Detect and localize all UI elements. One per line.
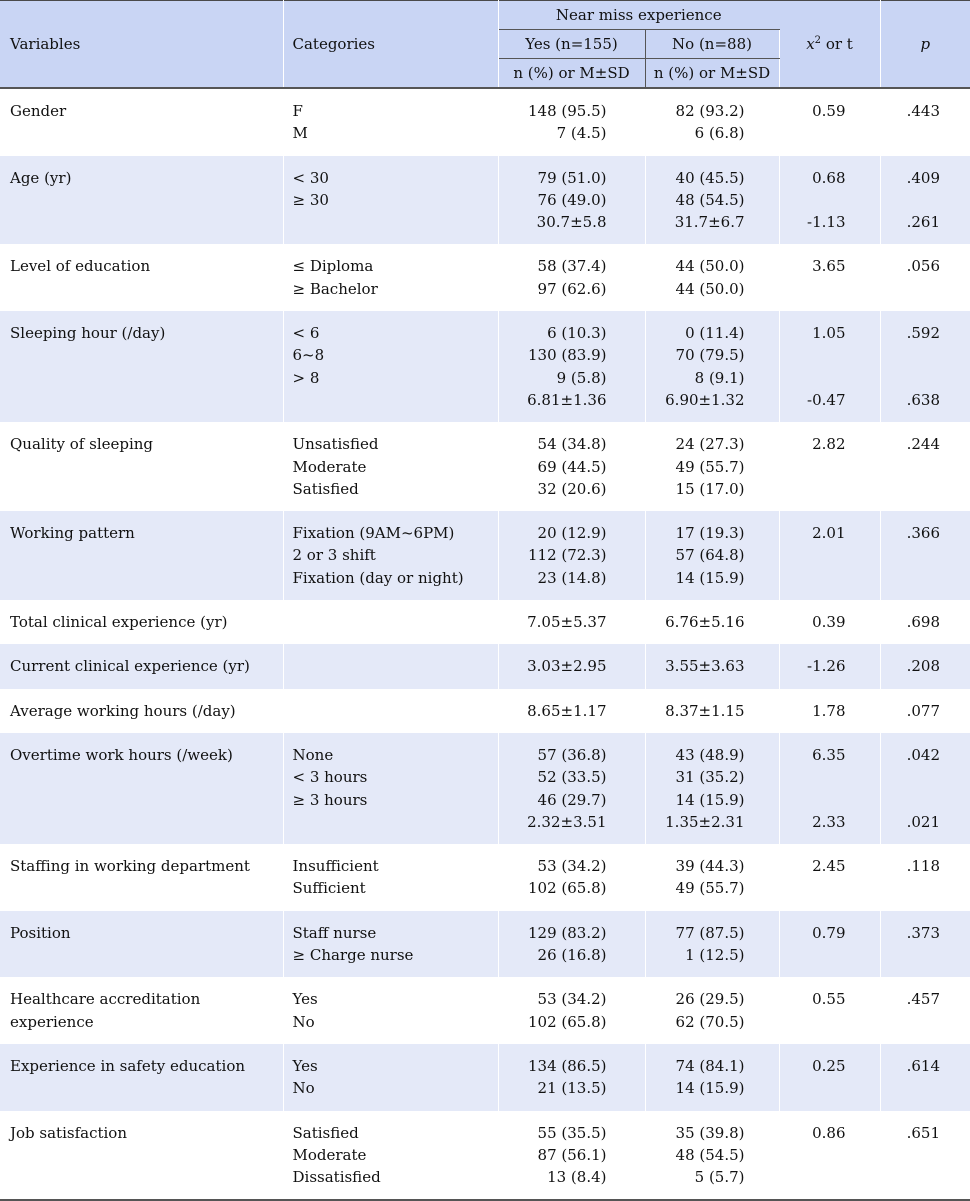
no-cell: 44 (50.0) 44 (50.0) [645,244,779,311]
p-cell: .457 [880,977,970,1044]
table-row [0,422,970,511]
chi-cell: 0.86 [779,1111,880,1201]
yes-cell: 53 (34.2) 102 (65.8) [498,844,645,911]
categories-cell: ≤ Diploma ≥ Bachelor [283,244,498,311]
table-row [0,1111,970,1201]
p-cell: .056 [880,244,970,311]
no-cell: 8.37±1.15 [645,689,779,733]
yes-cell: 20 (12.9) 112 (72.3) 23 (14.8) [498,511,645,600]
no-cell: 24 (27.3) 49 (55.7) 15 (17.0) [645,422,779,511]
no-cell: 40 (45.5) 48 (54.5) 31.7±6.7 [645,156,779,245]
header-no: No (n=88) [645,30,779,59]
chi-cell: 1.78 [779,689,880,733]
p-cell: .077 [880,689,970,733]
categories-cell [283,600,498,644]
header-yes-sub: n (%) or M±SD [498,59,645,89]
chi-cell: 3.65 [779,244,880,311]
variable-cell: Overtime work hours (/week) [0,733,283,844]
variable-cell: Average working hours (/day) [0,689,283,733]
chi-cell: 6.35 2.33 [779,733,880,844]
no-cell: 43 (48.9) 31 (35.2) 14 (15.9) 1.35±2.31 [645,733,779,844]
no-cell: 82 (93.2) 6 (6.8) [645,88,779,156]
variable-cell: Position [0,911,283,978]
table-row [0,977,970,1044]
yes-cell: 57 (36.8) 52 (33.5) 46 (29.7) 2.32±3.51 [498,733,645,844]
categories-cell: None < 3 hours ≥ 3 hours [283,733,498,844]
yes-cell: 7.05±5.37 [498,600,645,644]
p-cell: .244 [880,422,970,511]
yes-cell: 134 (86.5) 21 (13.5) [498,1044,645,1111]
no-cell: 6.76±5.16 [645,600,779,644]
categories-cell [283,689,498,733]
variable-cell: Sleeping hour (/day) [0,311,283,422]
variable-cell: Level of education [0,244,283,311]
variable-cell: Total clinical experience (yr) [0,600,283,644]
no-cell: 39 (44.3) 49 (55.7) [645,844,779,911]
categories-cell: < 30 ≥ 30 [283,156,498,245]
p-cell: .208 [880,644,970,688]
header-near-miss: Near miss experience [498,1,779,30]
categories-cell: < 6 6~8 > 8 [283,311,498,422]
no-cell: 17 (19.3) 57 (64.8) 14 (15.9) [645,511,779,600]
chi-cell: -1.26 [779,644,880,688]
yes-cell: 54 (34.8) 69 (44.5) 32 (20.6) [498,422,645,511]
yes-cell: 55 (35.5) 87 (56.1) 13 (8.4) [498,1111,645,1201]
table-row [0,689,970,733]
table-row [0,844,970,911]
header-yes: Yes (n=155) [498,30,645,59]
variable-cell: Experience in safety education [0,1044,283,1111]
variable-cell: Age (yr) [0,156,283,245]
header-p: p [880,1,970,89]
no-cell: 35 (39.8) 48 (54.5) 5 (5.7) [645,1111,779,1201]
yes-cell: 53 (34.2) 102 (65.8) [498,977,645,1044]
variable-cell: Gender [0,88,283,156]
categories-cell: Insufficient Sufficient [283,844,498,911]
table-row [0,244,970,311]
table-row [0,733,970,844]
yes-cell: 3.03±2.95 [498,644,645,688]
variable-cell: Healthcare accreditation experience [0,977,283,1044]
yes-cell: 148 (95.5) 7 (4.5) [498,88,645,156]
no-cell: 74 (84.1) 14 (15.9) [645,1044,779,1111]
yes-cell: 8.65±1.17 [498,689,645,733]
yes-cell: 58 (37.4) 97 (62.6) [498,244,645,311]
p-cell: .118 [880,844,970,911]
chi-cell: 0.55 [779,977,880,1044]
variable-cell: Job satisfaction [0,1111,283,1201]
categories-cell [283,644,498,688]
table-row [0,511,970,600]
no-cell: 0 (11.4) 70 (79.5) 8 (9.1) 6.90±1.32 [645,311,779,422]
table-body [0,88,970,1200]
variable-cell: Quality of sleeping [0,422,283,511]
categories-cell: F M [283,88,498,156]
chi-cell: 2.82 [779,422,880,511]
table-row [0,88,970,156]
categories-cell: Yes No [283,1044,498,1111]
categories-cell: Staff nurse ≥ Charge nurse [283,911,498,978]
table-row [0,1044,970,1111]
categories-cell: Unsatisfied Moderate Satisfied [283,422,498,511]
chi-cell: 0.39 [779,600,880,644]
p-cell: .592 .638 [880,311,970,422]
header-no-sub: n (%) or M±SD [645,59,779,89]
table-row [0,911,970,978]
header-variables: Variables [0,1,283,89]
categories-cell: Satisfied Moderate Dissatisfied [283,1111,498,1201]
header-row-1 [0,1,970,30]
p-cell: .409 .261 [880,156,970,245]
variable-cell: Current clinical experience (yr) [0,644,283,688]
chi-cell: 2.01 [779,511,880,600]
categories-cell: Yes No [283,977,498,1044]
categories-cell: Fixation (9AM~6PM) 2 or 3 shift Fixation (day or night) [283,511,498,600]
chi-cell: 2.45 [779,844,880,911]
header-categories: Categories [283,1,498,89]
table-row [0,644,970,688]
chi-cell: 0.68 -1.13 [779,156,880,245]
yes-cell: 79 (51.0) 76 (49.0) 30.7±5.8 [498,156,645,245]
no-cell: 26 (29.5) 62 (70.5) [645,977,779,1044]
p-cell: .042 .021 [880,733,970,844]
chi-cell: 1.05 -0.47 [779,311,880,422]
no-cell: 77 (87.5) 1 (12.5) [645,911,779,978]
chi-cell: 0.59 [779,88,880,156]
p-cell: .443 [880,88,970,156]
table-row [0,311,970,422]
p-cell: .651 [880,1111,970,1201]
p-cell: .366 [880,511,970,600]
p-cell: .373 [880,911,970,978]
variable-cell: Working pattern [0,511,283,600]
table-row [0,156,970,245]
table-row [0,600,970,644]
yes-cell: 129 (83.2) 26 (16.8) [498,911,645,978]
chi-cell: 0.25 [779,1044,880,1111]
variable-cell: Staffing in working department [0,844,283,911]
no-cell: 3.55±3.63 [645,644,779,688]
header-chi-or-t: $x^2$ or t [779,1,880,89]
p-cell: .698 [880,600,970,644]
p-cell: .614 [880,1044,970,1111]
yes-cell: 6 (10.3) 130 (83.9) 9 (5.8) 6.81±1.36 [498,311,645,422]
chi-cell: 0.79 [779,911,880,978]
